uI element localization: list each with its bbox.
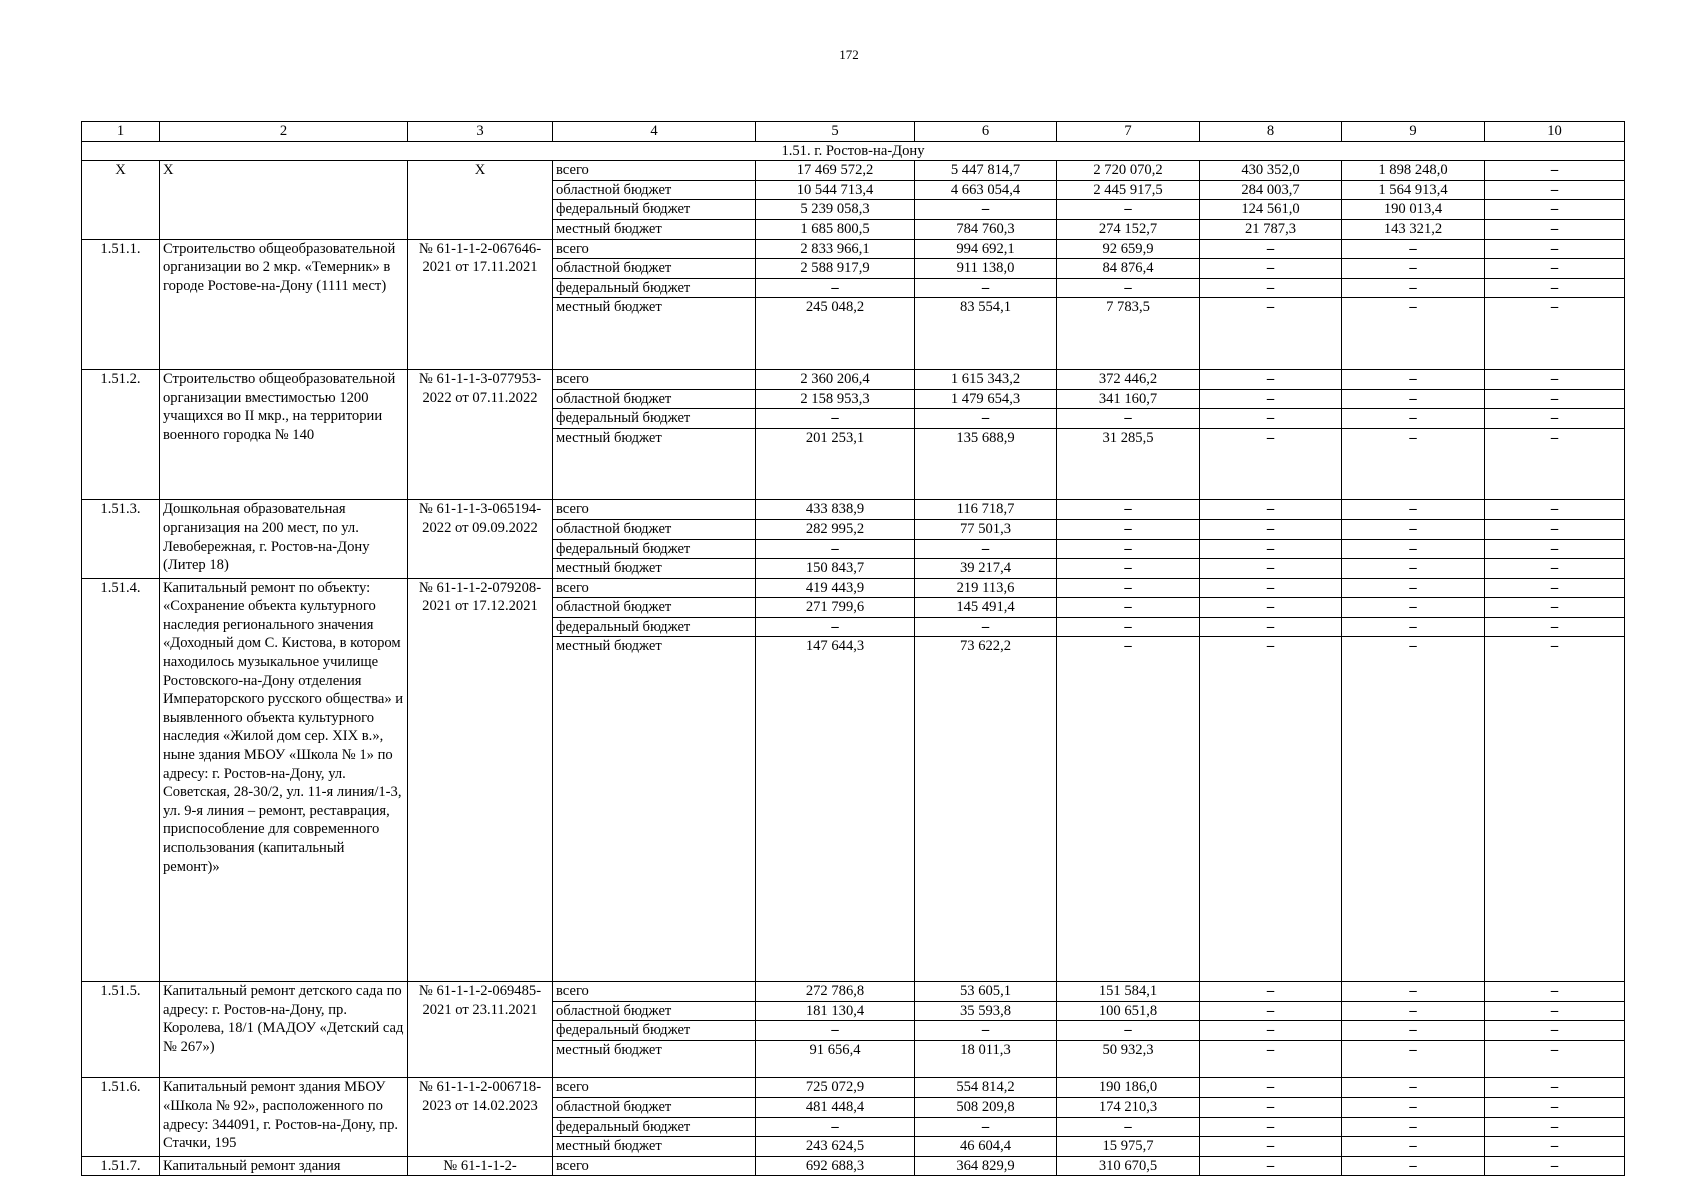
amount-cell: – — [1057, 539, 1200, 559]
amount-cell: 143 321,2 — [1342, 219, 1485, 239]
amount-cell: – — [1485, 161, 1625, 181]
table-row — [82, 161, 1625, 181]
row-number: 1.51.6. — [82, 1078, 160, 1156]
amount-cell: – — [1342, 1021, 1485, 1041]
funding-source: местный бюджет — [553, 559, 756, 579]
object-name: Дошкольная образовательная организация на 200 мест, по ул. Левобережная, г. Ростов-на-Дону (Литер 18) — [160, 500, 408, 578]
amount-cell: – — [1485, 278, 1625, 298]
column-header: 8 — [1200, 122, 1342, 142]
amount-cell: 18 011,3 — [915, 1040, 1057, 1078]
object-name: Капитальный ремонт детского сада по адресу: г. Ростов-на-Дону, пр. Королева, 18/1 (МАДОУ «Детский сад № 267») — [160, 982, 408, 1078]
document-number: Х — [408, 161, 553, 239]
amount-cell: 2 833 966,1 — [756, 239, 915, 259]
amount-cell: – — [1200, 389, 1342, 409]
amount-cell: 53 605,1 — [915, 982, 1057, 1002]
amount-cell: – — [1200, 1117, 1342, 1137]
amount-cell: – — [1057, 500, 1200, 520]
amount-cell: 181 130,4 — [756, 1001, 915, 1021]
amount-cell: 73 622,2 — [915, 637, 1057, 982]
amount-cell: 310 670,5 — [1057, 1156, 1200, 1176]
amount-cell: – — [1200, 578, 1342, 598]
amount-cell: – — [1342, 278, 1485, 298]
document-number: № 61-1-1-3-065194-2022 от 09.09.2022 — [408, 500, 553, 578]
row-number: Х — [82, 161, 160, 239]
amount-cell: – — [1342, 389, 1485, 409]
amount-cell: 433 838,9 — [756, 500, 915, 520]
amount-cell: – — [1200, 617, 1342, 637]
table-row — [82, 1156, 1625, 1176]
amount-cell: – — [1200, 1137, 1342, 1157]
document-number: № 61-1-1-2-079208-2021 от 17.12.2021 — [408, 578, 553, 981]
amount-cell: – — [1342, 428, 1485, 500]
funding-source: всего — [553, 369, 756, 389]
funding-source: федеральный бюджет — [553, 200, 756, 220]
funding-source: местный бюджет — [553, 428, 756, 500]
amount-cell: – — [1342, 578, 1485, 598]
amount-cell: – — [1342, 559, 1485, 579]
amount-cell: – — [1485, 519, 1625, 539]
amount-cell: – — [1057, 578, 1200, 598]
funding-source: областной бюджет — [553, 180, 756, 200]
amount-cell: – — [756, 539, 915, 559]
amount-cell: – — [1342, 1137, 1485, 1157]
amount-cell: – — [1342, 1117, 1485, 1137]
funding-source: всего — [553, 982, 756, 1002]
amount-cell: – — [1485, 428, 1625, 500]
amount-cell: – — [1485, 578, 1625, 598]
amount-cell: 39 217,4 — [915, 559, 1057, 579]
funding-source: областной бюджет — [553, 1098, 756, 1118]
amount-cell: – — [1200, 428, 1342, 500]
object-name: Капитальный ремонт по объекту: «Сохранение объекта культурного наследия регионального значения «Доходный дом С. Кистова, в котором находилось музыкальное училище Ростовского-на-Дону отделения Императорского русского общества» и выявленного объекта культурного наследия «Жилой дом сер. XIX в.», ныне здания МБОУ «Школа № 1» по адресу: г. Ростов-на-Дону, ул. Советская, 28-30/2, ул. 11-я линия/1-3, ул. 9-я линия – ремонт, реставрация, приспособление для современного использования (капитальный ремонт)» — [160, 578, 408, 981]
amount-cell: – — [1200, 500, 1342, 520]
amount-cell: 92 659,9 — [1057, 239, 1200, 259]
amount-cell: – — [915, 539, 1057, 559]
amount-cell: 31 285,5 — [1057, 428, 1200, 500]
funding-source: федеральный бюджет — [553, 1117, 756, 1137]
document-number: № 61-1-1-3-077953-2022 от 07.11.2022 — [408, 369, 553, 499]
amount-cell: – — [1200, 369, 1342, 389]
funding-source: федеральный бюджет — [553, 1021, 756, 1041]
amount-cell: 50 932,3 — [1057, 1040, 1200, 1078]
amount-cell: – — [915, 278, 1057, 298]
table-row — [82, 1078, 1625, 1098]
amount-cell: – — [756, 1021, 915, 1041]
funding-source: местный бюджет — [553, 1040, 756, 1078]
table-row — [82, 239, 1625, 259]
amount-cell: 364 829,9 — [915, 1156, 1057, 1176]
amount-cell: 174 210,3 — [1057, 1098, 1200, 1118]
amount-cell: – — [1342, 637, 1485, 982]
amount-cell: – — [1200, 1156, 1342, 1176]
amount-cell: 1 479 654,3 — [915, 389, 1057, 409]
amount-cell: – — [1485, 369, 1625, 389]
amount-cell: 201 253,1 — [756, 428, 915, 500]
amount-cell: – — [1057, 519, 1200, 539]
budget-table — [81, 121, 1625, 1176]
amount-cell: – — [1200, 239, 1342, 259]
funding-source: всего — [553, 500, 756, 520]
amount-cell: – — [1342, 519, 1485, 539]
amount-cell: 372 446,2 — [1057, 369, 1200, 389]
amount-cell: – — [1200, 982, 1342, 1002]
funding-source: всего — [553, 1078, 756, 1098]
amount-cell: – — [756, 278, 915, 298]
object-name: Капитальный ремонт здания — [160, 1156, 408, 1176]
amount-cell: – — [1057, 637, 1200, 982]
row-number: 1.51.3. — [82, 500, 160, 578]
amount-cell: – — [1485, 500, 1625, 520]
amount-cell: 994 692,1 — [915, 239, 1057, 259]
column-header: 1 — [82, 122, 160, 142]
amount-cell: 430 352,0 — [1200, 161, 1342, 181]
amount-cell: – — [1485, 239, 1625, 259]
table-row — [82, 369, 1625, 389]
amount-cell: – — [1200, 539, 1342, 559]
amount-cell: 1 685 800,5 — [756, 219, 915, 239]
amount-cell: – — [1200, 1021, 1342, 1041]
funding-source: областной бюджет — [553, 259, 756, 279]
funding-source: местный бюджет — [553, 298, 756, 370]
amount-cell: – — [1200, 259, 1342, 279]
amount-cell: – — [1485, 1040, 1625, 1078]
amount-cell: – — [1057, 617, 1200, 637]
object-name: Капитальный ремонт здания МБОУ «Школа № 92», расположенного по адресу: 344091, г. Ростов-на-Дону, пр. Стачки, 195 — [160, 1078, 408, 1156]
row-number: 1.51.7. — [82, 1156, 160, 1176]
amount-cell: – — [1485, 1137, 1625, 1157]
column-header-row — [82, 122, 1625, 142]
amount-cell: 2 588 917,9 — [756, 259, 915, 279]
document-number: № 61-1-1-2-067646-2021 от 17.11.2021 — [408, 239, 553, 369]
column-header: 10 — [1485, 122, 1625, 142]
amount-cell: 135 688,9 — [915, 428, 1057, 500]
amount-cell: – — [1200, 1001, 1342, 1021]
amount-cell: – — [1057, 598, 1200, 618]
row-number: 1.51.4. — [82, 578, 160, 981]
table-body — [82, 122, 1625, 1176]
amount-cell: – — [1057, 1117, 1200, 1137]
column-header: 5 — [756, 122, 915, 142]
column-header: 7 — [1057, 122, 1200, 142]
amount-cell: – — [1200, 637, 1342, 982]
amount-cell: 1 564 913,4 — [1342, 180, 1485, 200]
amount-cell: – — [1485, 617, 1625, 637]
document-number: № 61-1-1-2-069485-2021 от 23.11.2021 — [408, 982, 553, 1078]
amount-cell: – — [1342, 298, 1485, 370]
funding-source: федеральный бюджет — [553, 617, 756, 637]
amount-cell: 147 644,3 — [756, 637, 915, 982]
amount-cell: – — [1485, 389, 1625, 409]
amount-cell: – — [1485, 1117, 1625, 1137]
amount-cell: – — [1200, 519, 1342, 539]
amount-cell: – — [756, 409, 915, 429]
amount-cell: – — [1342, 617, 1485, 637]
amount-cell: – — [1485, 539, 1625, 559]
funding-source: федеральный бюджет — [553, 278, 756, 298]
amount-cell: – — [915, 1117, 1057, 1137]
amount-cell: – — [1485, 1098, 1625, 1118]
amount-cell: 725 072,9 — [756, 1078, 915, 1098]
amount-cell: – — [1485, 982, 1625, 1002]
column-header: 2 — [160, 122, 408, 142]
amount-cell: – — [915, 409, 1057, 429]
object-name: Строительство общеобразовательной организации во 2 мкр. «Темерник» в городе Ростове-на-Дону (1111 мест) — [160, 239, 408, 369]
amount-cell: 77 501,3 — [915, 519, 1057, 539]
amount-cell: 5 239 058,3 — [756, 200, 915, 220]
amount-cell: 481 448,4 — [756, 1098, 915, 1118]
amount-cell: 17 469 572,2 — [756, 161, 915, 181]
amount-cell: – — [1342, 598, 1485, 618]
amount-cell: 4 663 054,4 — [915, 180, 1057, 200]
column-header: 4 — [553, 122, 756, 142]
amount-cell: 190 186,0 — [1057, 1078, 1200, 1098]
amount-cell: – — [1342, 1040, 1485, 1078]
amount-cell: 272 786,8 — [756, 982, 915, 1002]
amount-cell: 784 760,3 — [915, 219, 1057, 239]
funding-source: местный бюджет — [553, 637, 756, 982]
amount-cell: – — [1485, 1078, 1625, 1098]
amount-cell: – — [1200, 1040, 1342, 1078]
amount-cell: 2 720 070,2 — [1057, 161, 1200, 181]
amount-cell: – — [1200, 278, 1342, 298]
amount-cell: 83 554,1 — [915, 298, 1057, 370]
amount-cell: – — [1342, 369, 1485, 389]
amount-cell: 692 688,3 — [756, 1156, 915, 1176]
amount-cell: – — [1200, 1098, 1342, 1118]
document-number: № 61-1-1-2- — [408, 1156, 553, 1176]
amount-cell: – — [1485, 1001, 1625, 1021]
funding-source: всего — [553, 578, 756, 598]
funding-source: областной бюджет — [553, 1001, 756, 1021]
amount-cell: – — [1485, 219, 1625, 239]
amount-cell: 190 013,4 — [1342, 200, 1485, 220]
amount-cell: 2 158 953,3 — [756, 389, 915, 409]
column-header: 9 — [1342, 122, 1485, 142]
amount-cell: – — [1342, 1156, 1485, 1176]
funding-source: федеральный бюджет — [553, 539, 756, 559]
amount-cell: 274 152,7 — [1057, 219, 1200, 239]
amount-cell: – — [756, 1117, 915, 1137]
amount-cell: – — [1485, 1156, 1625, 1176]
amount-cell: – — [1057, 1021, 1200, 1041]
amount-cell: – — [1342, 1078, 1485, 1098]
amount-cell: – — [915, 200, 1057, 220]
amount-cell: – — [1485, 409, 1625, 429]
amount-cell: 100 651,8 — [1057, 1001, 1200, 1021]
funding-source: местный бюджет — [553, 1137, 756, 1157]
amount-cell: 145 491,4 — [915, 598, 1057, 618]
amount-cell: 10 544 713,4 — [756, 180, 915, 200]
amount-cell: 419 443,9 — [756, 578, 915, 598]
amount-cell: – — [1485, 298, 1625, 370]
amount-cell: – — [1485, 200, 1625, 220]
funding-source: всего — [553, 1156, 756, 1176]
amount-cell: – — [1342, 259, 1485, 279]
amount-cell: 243 624,5 — [756, 1137, 915, 1157]
amount-cell: 7 783,5 — [1057, 298, 1200, 370]
funding-source: федеральный бюджет — [553, 409, 756, 429]
amount-cell: 116 718,7 — [915, 500, 1057, 520]
amount-cell: 21 787,3 — [1200, 219, 1342, 239]
amount-cell: 1 898 248,0 — [1342, 161, 1485, 181]
amount-cell: – — [915, 617, 1057, 637]
amount-cell: – — [1485, 1021, 1625, 1041]
amount-cell: 245 048,2 — [756, 298, 915, 370]
amount-cell: – — [1485, 559, 1625, 579]
amount-cell: 84 876,4 — [1057, 259, 1200, 279]
amount-cell: – — [915, 1021, 1057, 1041]
document-number: № 61-1-1-2-006718-2023 от 14.02.2023 — [408, 1078, 553, 1156]
amount-cell: – — [1342, 500, 1485, 520]
table-row — [82, 500, 1625, 520]
amount-cell: – — [1057, 200, 1200, 220]
amount-cell: 2 360 206,4 — [756, 369, 915, 389]
amount-cell: – — [1342, 982, 1485, 1002]
amount-cell: 124 561,0 — [1200, 200, 1342, 220]
row-number: 1.51.1. — [82, 239, 160, 369]
amount-cell: 151 584,1 — [1057, 982, 1200, 1002]
amount-cell: – — [756, 617, 915, 637]
amount-cell: – — [1485, 637, 1625, 982]
amount-cell: – — [1342, 539, 1485, 559]
object-name: Х — [160, 161, 408, 239]
amount-cell: 219 113,6 — [915, 578, 1057, 598]
amount-cell: – — [1342, 1001, 1485, 1021]
table-row — [82, 982, 1625, 1002]
amount-cell: 508 209,8 — [915, 1098, 1057, 1118]
row-number: 1.51.5. — [82, 982, 160, 1078]
funding-source: местный бюджет — [553, 219, 756, 239]
amount-cell: 282 995,2 — [756, 519, 915, 539]
amount-cell: 911 138,0 — [915, 259, 1057, 279]
column-header: 6 — [915, 122, 1057, 142]
table-row — [82, 578, 1625, 598]
row-number: 1.51.2. — [82, 369, 160, 499]
amount-cell: – — [1200, 559, 1342, 579]
funding-source: всего — [553, 239, 756, 259]
column-header: 3 — [408, 122, 553, 142]
amount-cell: 150 843,7 — [756, 559, 915, 579]
section-title-row — [82, 141, 1625, 161]
amount-cell: 341 160,7 — [1057, 389, 1200, 409]
amount-cell: 554 814,2 — [915, 1078, 1057, 1098]
amount-cell: – — [1200, 298, 1342, 370]
amount-cell: 46 604,4 — [915, 1137, 1057, 1157]
amount-cell: – — [1485, 180, 1625, 200]
page-number: 172 — [839, 47, 859, 62]
funding-source: областной бюджет — [553, 389, 756, 409]
amount-cell: – — [1200, 598, 1342, 618]
amount-cell: – — [1200, 1078, 1342, 1098]
amount-cell: – — [1342, 1098, 1485, 1118]
amount-cell: 1 615 343,2 — [915, 369, 1057, 389]
funding-source: областной бюджет — [553, 519, 756, 539]
amount-cell: – — [1057, 559, 1200, 579]
funding-source: областной бюджет — [553, 598, 756, 618]
amount-cell: – — [1057, 278, 1200, 298]
funding-source: всего — [553, 161, 756, 181]
amount-cell: – — [1342, 239, 1485, 259]
amount-cell: 271 799,6 — [756, 598, 915, 618]
amount-cell: 15 975,7 — [1057, 1137, 1200, 1157]
section-title: 1.51. г. Ростов-на-Дону — [82, 141, 1625, 161]
object-name: Строительство общеобразовательной организации вместимостью 1200 учащихся во II мкр., на территории военного городка № 140 — [160, 369, 408, 499]
amount-cell: 35 593,8 — [915, 1001, 1057, 1021]
amount-cell: – — [1057, 409, 1200, 429]
amount-cell: 91 656,4 — [756, 1040, 915, 1078]
amount-cell: 2 445 917,5 — [1057, 180, 1200, 200]
amount-cell: – — [1485, 598, 1625, 618]
amount-cell: 284 003,7 — [1200, 180, 1342, 200]
amount-cell: 5 447 814,7 — [915, 161, 1057, 181]
amount-cell: – — [1342, 409, 1485, 429]
amount-cell: – — [1485, 259, 1625, 279]
amount-cell: – — [1200, 409, 1342, 429]
